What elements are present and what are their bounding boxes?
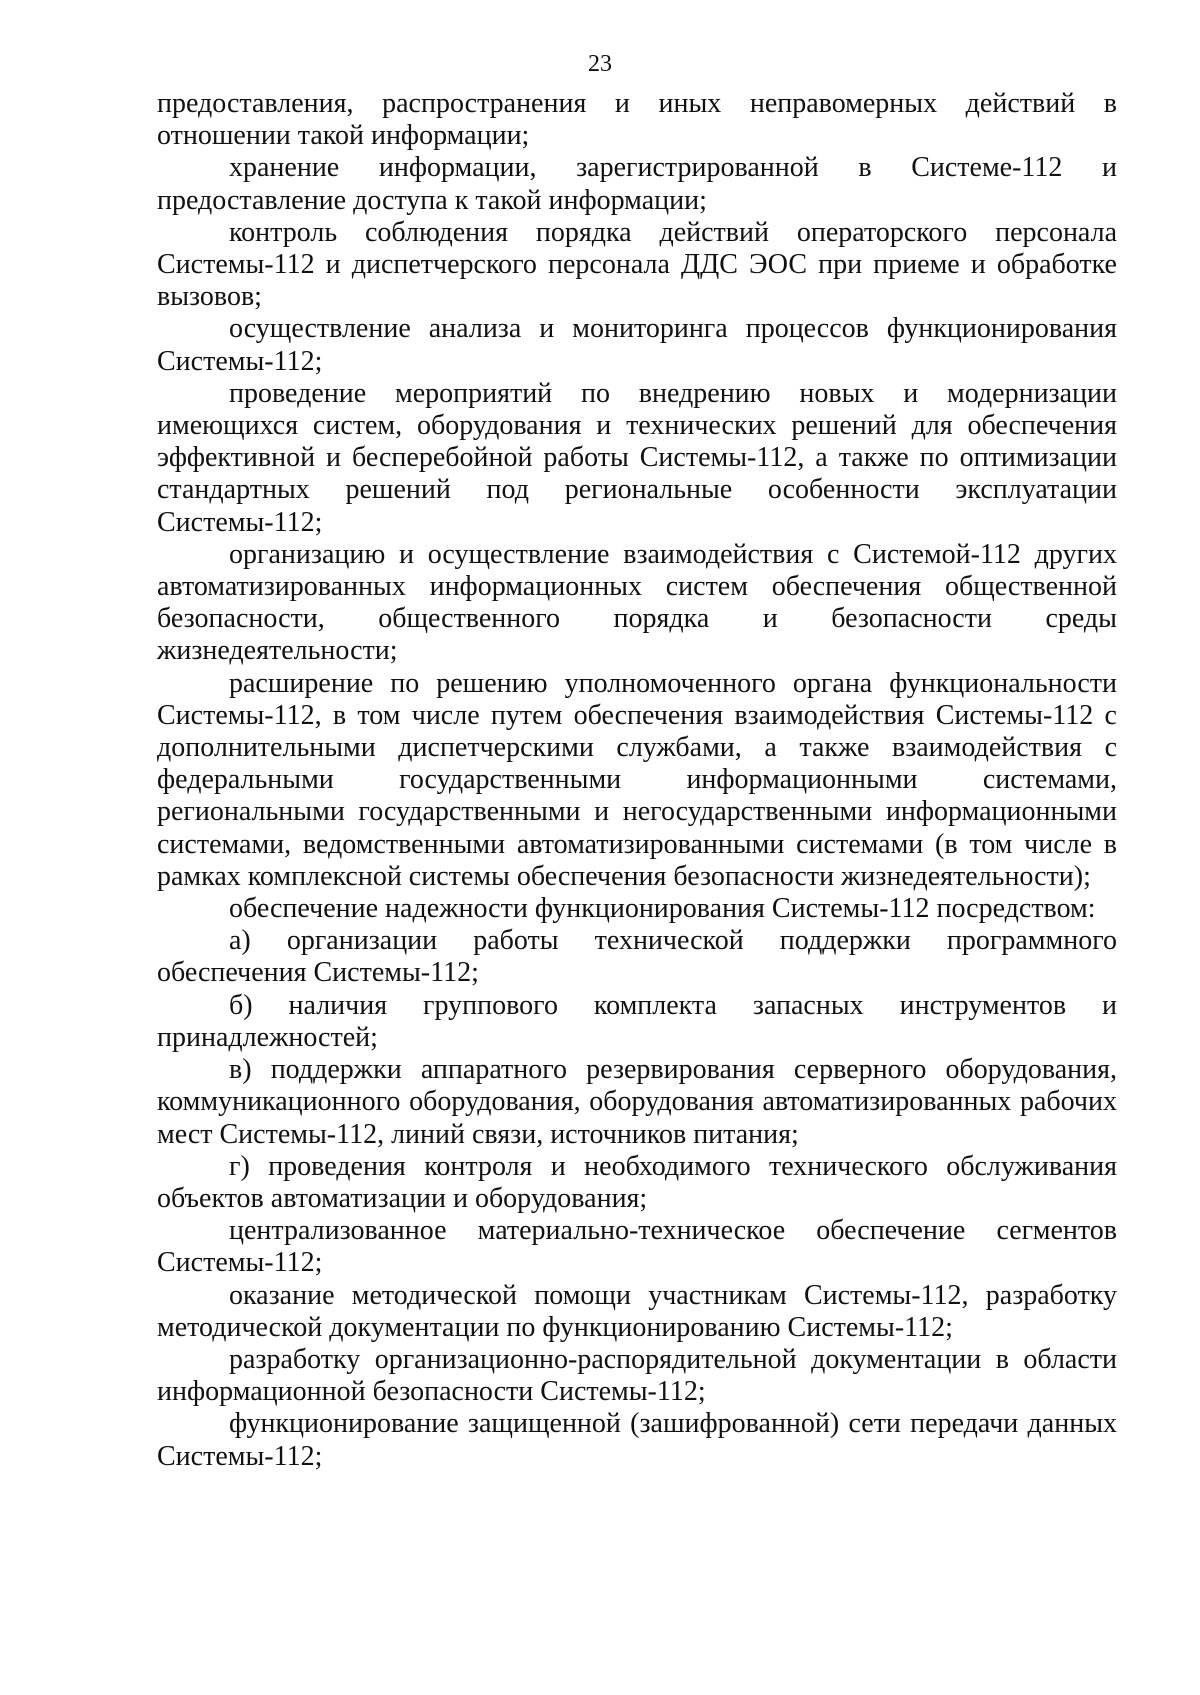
paragraph-continuation: предоставления, распространения и иных неправомерных действий в отношении такой информации; [157, 88, 1117, 152]
paragraph-modernization: проведение мероприятий по внедрению новых и модернизации имеющихся систем, оборудования и технических решений для обеспечения эффективной и бесперебойной работы Системы-112, а также по оптимизации стандартных решений под региональные особенности эксплуатации Системы-112; [157, 377, 1117, 538]
paragraph-expansion: расширение по решению уполномоченного органа функциональности Системы-112, в том числе путем обеспечения взаимодействия Системы-112 с дополнительными диспетчерскими службами, а также взаимодействия с федеральными государственными информационными системами, региональными государственными и негосударственными информационными системами, ведомственными автоматизированными системами (в том числе в рамках комплексной системы обеспечения безопасности жизнедеятельности); [157, 667, 1117, 892]
paragraph-security-docs: разработку организационно-распорядительной документации в области информационной безопасности Системы-112; [157, 1343, 1117, 1408]
paragraph-control: контроль соблюдения порядка действий операторского персонала Системы-112 и диспетчерского персонала ДДС ЭОС при приеме и обработке вызовов; [157, 216, 1117, 313]
list-item-g: г) проведения контроля и необходимого технического обслуживания объектов автоматизации и оборудования; [157, 1150, 1117, 1214]
page-number: 23 [588, 51, 612, 77]
paragraph-secure-network: функционирование защищенной (зашифрованной) сети передачи данных Системы-112; [157, 1408, 1117, 1472]
paragraph-methodical-help: оказание методической помощи участникам Системы-112, разработку методической документации по функционированию Системы-112; [157, 1279, 1117, 1343]
list-item-v: в) поддержки аппаратного резервирования серверного оборудования, коммуникационного оборудования, оборудования автоматизированных рабочих мест Системы-112, линий связи, источников питания; [157, 1054, 1117, 1150]
paragraph-analysis: осуществление анализа и мониторинга процессов функционирования Системы-112; [157, 313, 1117, 377]
paragraph-reliability: обеспечение надежности функционирования Системы-112 посредством: [229, 893, 1096, 925]
list-item-b: б) наличия группового комплекта запасных инструментов и принадлежностей; [157, 989, 1117, 1053]
paragraph-interaction: организацию и осуществление взаимодействия с Системой-112 других автоматизированных информационных систем обеспечения общественной безопасности, общественного порядка и безопасности среды жизнедеятельности; [157, 538, 1117, 667]
paragraph-storage: хранение информации, зарегистрированной в Системе-112 и предоставление доступа к такой информации; [157, 152, 1117, 216]
document-body [157, 88, 1117, 1473]
paragraph-logistics: централизованное материально-техническое обеспечение сегментов Системы-112; [157, 1215, 1117, 1279]
list-item-a: а) организации работы технической поддержки программного обеспечения Системы-112; [157, 925, 1117, 989]
